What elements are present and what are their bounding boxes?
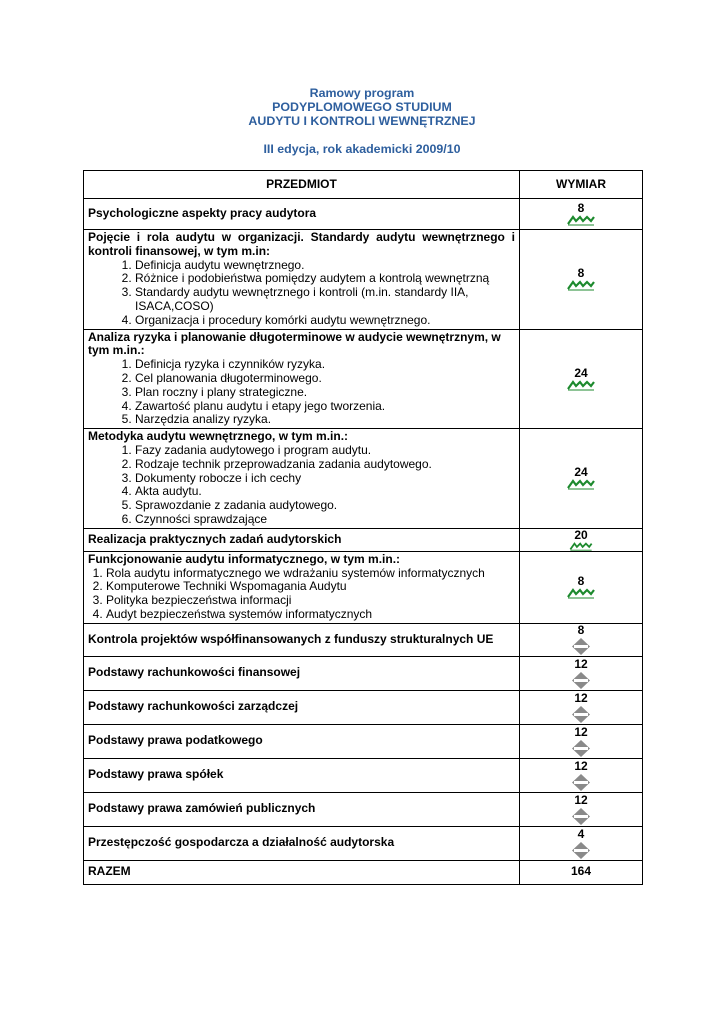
list-item: 4. Organizacja i procedury komórki audytu wewnętrznego.: [135, 314, 515, 328]
list-item: 4. Zawartość planu audytu i etapy jego tworzenia.: [135, 400, 515, 414]
list-item: 4. Akta audytu.: [135, 485, 515, 499]
subject-title: Analiza ryzyka i planowanie długoterminowe w audycie wewnętrznym, w tym m.in.:: [88, 329, 501, 358]
hours-value: 12: [574, 656, 588, 671]
list-item: 1. Fazy zadania audytowego i program audytu.: [135, 444, 515, 458]
subject-title: Realizacja praktycznych zadań audytorskich: [84, 528, 520, 551]
list-item: 1. Definicja audytu wewnętrznego.: [135, 259, 515, 273]
subject-title: Podstawy prawa zamówień publicznych: [84, 792, 520, 826]
subject-cell: [84, 329, 520, 429]
hours-cell: [520, 429, 643, 529]
table-row: [84, 623, 643, 656]
topic-list: [88, 358, 515, 427]
table-row: [84, 429, 643, 529]
table-row: [84, 656, 643, 690]
hours-value: 4: [577, 826, 585, 841]
table-row: [84, 758, 643, 792]
edition-line: III edycja, rok akademicki 2009/10: [263, 142, 461, 156]
hours-cell: [520, 329, 643, 429]
list-item: 4. Audyt bezpieczeństwa systemów informatycznych: [106, 608, 515, 622]
table-row: [84, 528, 643, 551]
subject-title: Psychologiczne aspekty pracy audytora: [84, 199, 520, 230]
list-item: 5. Narzędzia analizy ryzyka.: [135, 413, 515, 427]
hours-value: 20: [574, 527, 588, 542]
list-item: 3. Standardy audytu wewnętrznego i kontroli (m.in. standardy IIA, ISACA,COSO): [135, 286, 515, 314]
hours-cell: [520, 758, 643, 792]
table-row: [84, 551, 643, 623]
diamond-logo-icon: [572, 842, 590, 859]
hours-cell: [520, 528, 643, 551]
hours-value: 24: [574, 465, 588, 480]
total-row: [84, 860, 643, 884]
topic-list: [88, 444, 515, 527]
hours-cell: [520, 623, 643, 656]
diamond-logo-icon: [572, 774, 590, 791]
hours-cell: [520, 656, 643, 690]
hours-cell: [520, 551, 643, 623]
header-line-1: Ramowy program: [309, 86, 415, 100]
subject-title: Przestępczość gospodarcza a działalność audytorska: [84, 826, 520, 860]
subject-title: Kontrola projektów współfinansowanych z funduszy strukturalnych UE: [84, 623, 520, 656]
table-row: [84, 230, 643, 330]
table-row: [84, 826, 643, 860]
topic-list: [88, 567, 515, 622]
hours-cell: [520, 792, 643, 826]
hours-value: 8: [577, 623, 585, 638]
subject-title: Funkcjonowanie audytu informatycznego, w tym m.in.:: [88, 551, 401, 566]
green-logo-icon: [567, 280, 595, 291]
hours-value: 12: [574, 792, 588, 807]
table-row: [84, 690, 643, 724]
green-logo-icon: [567, 380, 595, 391]
hours-cell: [520, 826, 643, 860]
column-header-hours: WYMIAR: [520, 171, 643, 199]
hours-value: 12: [574, 690, 588, 705]
green-logo-icon: [567, 588, 595, 599]
subject-cell: [84, 551, 520, 623]
hours-cell: [520, 230, 643, 330]
list-item: 6. Czynności sprawdzające: [135, 513, 515, 527]
diamond-logo-icon: [572, 638, 590, 655]
list-item: 2. Komputerowe Techniki Wspomagania Audytu: [106, 580, 515, 594]
hours-value: 24: [574, 365, 588, 380]
green-logo-icon: [567, 215, 595, 226]
list-item: 1. Rola audytu informatycznego we wdrażaniu systemów informatycznych: [106, 567, 515, 581]
list-item: 3. Polityka bezpieczeństwa informacji: [106, 594, 515, 608]
list-item: 2. Rodzaje technik przeprowadzania zadania audytowego.: [135, 458, 515, 472]
table-header-row: [84, 171, 643, 199]
list-item: 1. Definicja ryzyka i czynników ryzyka.: [135, 358, 515, 372]
table-row: [84, 199, 643, 230]
list-item: 3. Plan roczny i plany strategiczne.: [135, 386, 515, 400]
diamond-logo-icon: [572, 808, 590, 825]
hours-value: 8: [577, 266, 585, 281]
column-header-subject: PRZEDMIOT: [84, 171, 520, 199]
subject-title: Podstawy rachunkowości zarządczej: [84, 690, 520, 724]
hours-value: 12: [574, 724, 588, 739]
diamond-logo-icon: [572, 740, 590, 757]
table-row: [84, 329, 643, 429]
header-line-3: AUDYTU I KONTROLI WEWNĘTRZNEJ: [248, 114, 476, 128]
list-item: 3. Dokumenty robocze i ich cechy: [135, 472, 515, 486]
table-row: [84, 724, 643, 758]
hours-value: 12: [574, 758, 588, 773]
diamond-logo-icon: [572, 672, 590, 689]
green-logo-icon: [567, 542, 595, 551]
subject-title: Pojęcie i rola audytu w organizacji. Standardy audytu wewnętrznego i kontroli finansowej, w tym m.in:: [88, 230, 515, 258]
header-line-2: PODYPLOMOWEGO STUDIUM: [272, 100, 452, 114]
table-row: [84, 792, 643, 826]
hours-cell: [520, 690, 643, 724]
hours-cell: [520, 199, 643, 230]
subject-title: Podstawy prawa podatkowego: [84, 724, 520, 758]
subject-title: Podstawy rachunkowości finansowej: [84, 656, 520, 690]
list-item: 2. Różnice i podobieństwa pomiędzy audytem a kontrolą wewnętrzną: [135, 272, 515, 286]
subject-cell: [84, 230, 520, 330]
green-logo-icon: [567, 479, 595, 490]
list-item: 5. Sprawozdanie z zadania audytowego.: [135, 499, 515, 513]
list-item: 2. Cel planowania długoterminowego.: [135, 372, 515, 386]
subject-cell: [84, 429, 520, 529]
hours-value: 8: [577, 574, 585, 589]
subject-title: Podstawy prawa spółek: [84, 758, 520, 792]
diamond-logo-icon: [572, 706, 590, 723]
document-header: [0, 86, 724, 156]
topic-list: [88, 259, 515, 328]
program-table: [83, 170, 643, 885]
total-value: 164: [520, 860, 643, 884]
hours-value: 8: [577, 201, 585, 215]
hours-cell: [520, 724, 643, 758]
total-label: RAZEM: [84, 860, 520, 884]
subject-title: Metodyka audytu wewnętrznego, w tym m.in.:: [88, 429, 349, 444]
